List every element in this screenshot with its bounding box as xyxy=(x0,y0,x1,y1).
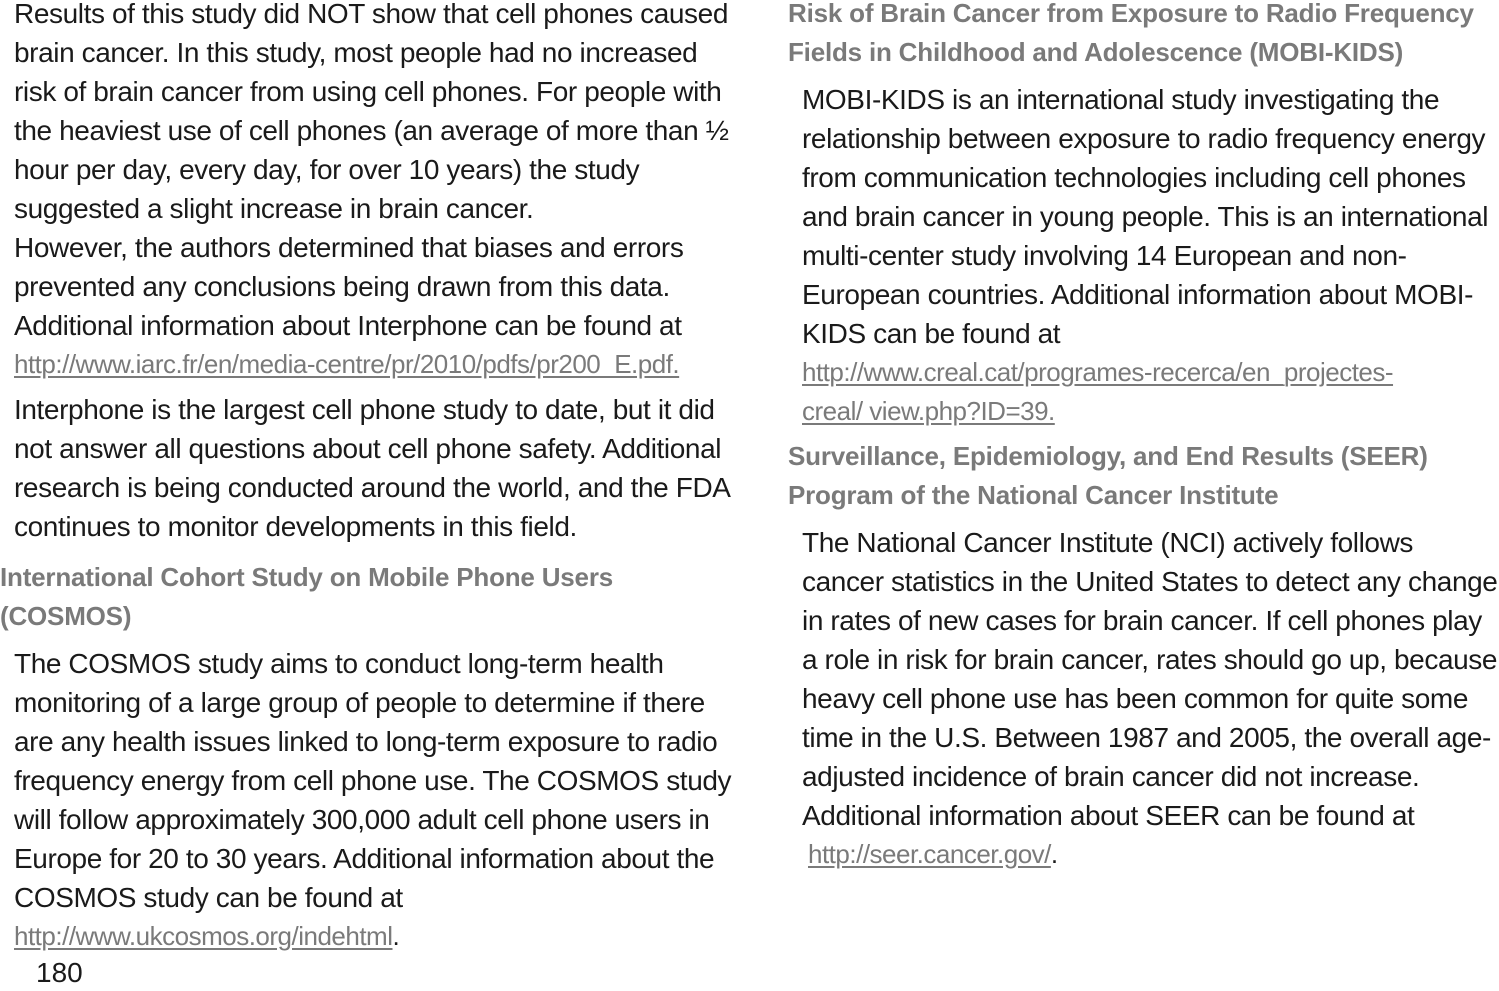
interphone-info-paragraph: Additional information about Interphone can be found at xyxy=(14,310,682,341)
seer-link-period: . xyxy=(1050,839,1059,869)
interphone-results-paragraph: Results of this study did NOT show that cell phones caused brain cancer. In this study, most people had no increased risk of brain cancer from using cell phones. For people with the heaviest use of cell phones (an average of more than ½ hour per day, every day, for over 10 years) the study suggested a slight increase in brain cancer. xyxy=(14,0,729,224)
right-column xyxy=(788,0,1499,874)
mobikids-link-line xyxy=(788,353,1439,431)
mobikids-paragraph: MOBI-KIDS is an international study investigating the relationship between exposure to radio frequency energy from communication technologies including cell phones and brain cancer in young people. This is an international multi-center study involving 14 European and non-European countries. Additional information about MOBI-KIDS can be found at xyxy=(802,84,1489,349)
interphone-largest-paragraph: Interphone is the largest cell phone study to date, but it did not answer all questions about cell phone safety. Additional research is being conducted around the world, and the FDA continues to monitor developments in this field. xyxy=(14,394,729,542)
interphone-link[interactable]: http://www.iarc.fr/en/media-centre/pr/2010/pdfs/pr200_E.pdf. xyxy=(14,349,680,379)
seer-link[interactable]: http://seer.cancer.gov/ xyxy=(808,839,1051,869)
interphone-link-line xyxy=(0,345,740,384)
left-column xyxy=(0,0,740,956)
mobikids-heading: Risk of Brain Cancer from Exposure to Radio Frequency Fields in Childhood and Adolescence (MOBI-KIDS) xyxy=(788,0,1474,67)
cosmos-link-line xyxy=(0,917,740,956)
interphone-biases-paragraph: However, the authors determined that biases and errors prevented any conclusions being drawn from this data. xyxy=(14,232,684,302)
cosmos-paragraph: The COSMOS study aims to conduct long-term health monitoring of a large group of people to determine if there are any health issues linked to long-term exposure to radio frequency energy from cell phone use. The COSMOS study will follow approximately 300,000 adult cell phone users in Europe for 20 to 30 years. Additional information about the COSMOS study can be found at xyxy=(14,648,732,913)
seer-paragraph: The National Cancer Institute (NCI) actively follows cancer statistics in the United States to detect any change in rates of new cases for brain cancer. If cell phones play a role in risk for brain cancer, rates should go up, because heavy cell phone use has been common for quite some time in the U.S. Between 1987 and 2005, the overall age-adjusted incidence of brain cancer did not increase. Additional information about SEER can be found at xyxy=(802,527,1498,831)
seer-heading: Surveillance, Epidemiology, and End Results (SEER) Program of the National Cancer Institute xyxy=(788,441,1428,510)
cosmos-heading: International Cohort Study on Mobile Phone Users (COSMOS) xyxy=(0,562,613,631)
seer-link-line xyxy=(788,835,1499,874)
cosmos-link-period: . xyxy=(392,921,400,951)
cosmos-link[interactable]: http://www.ukcosmos.org/indehtml xyxy=(14,921,393,951)
mobikids-link[interactable]: http://www.creal.cat/programes-recerca/en_projectes-creal/ view.php?ID=39. xyxy=(802,357,1394,426)
page-number: 180 xyxy=(36,957,83,988)
